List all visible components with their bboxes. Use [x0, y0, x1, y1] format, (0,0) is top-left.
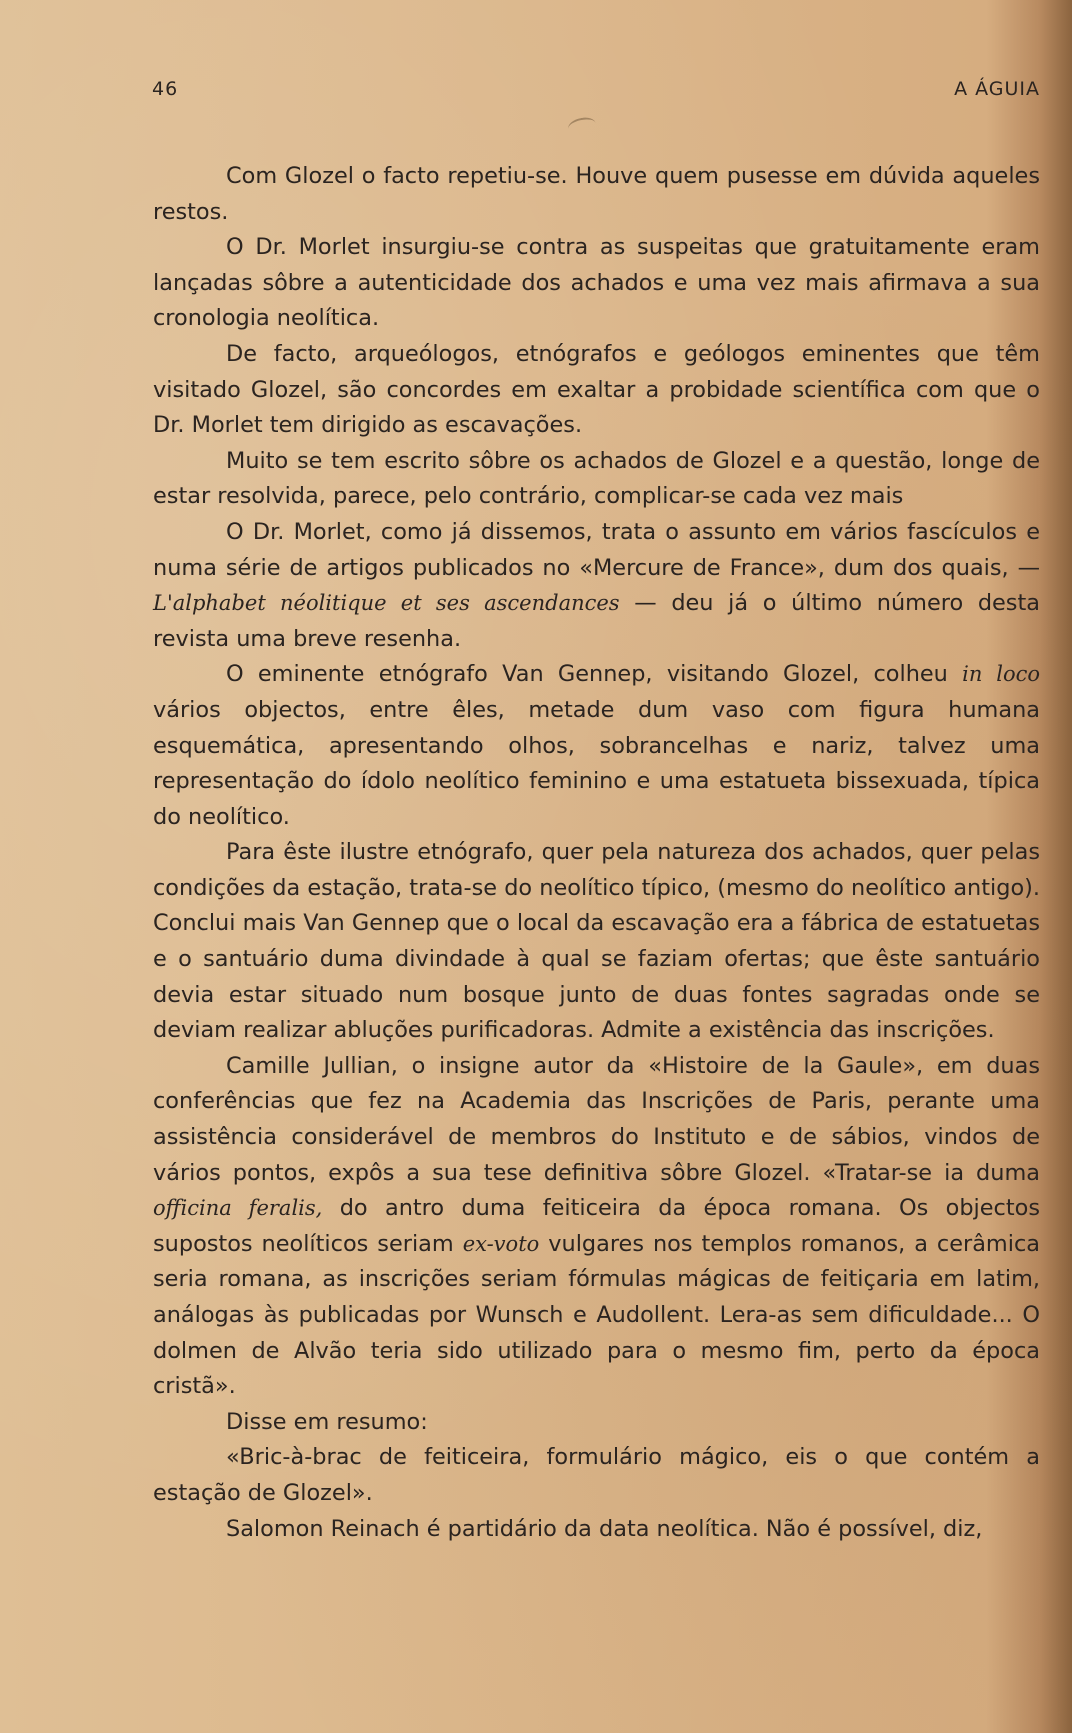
- text-run: Salomon Reinach é partidário da data neolítica. Não é possível, diz,: [226, 1515, 983, 1542]
- text-run: De facto, arqueólogos, etnógrafos e geólogos eminentes que têm visitado Glozel, são concordes em exaltar a probidade scientífica com que o Dr. Morlet tem dirigido as escavações.: [153, 340, 1040, 439]
- paragraph: [153, 657, 1040, 835]
- paragraph: [153, 1049, 1040, 1405]
- paragraph: [153, 444, 1040, 515]
- text-run: O Dr. Morlet, como já dissemos, trata o assunto em vários fascículos e numa série de artigos publicados no «Mercure de France», dum dos quais, —: [153, 518, 1040, 581]
- paragraph: [153, 337, 1040, 444]
- article-body: [153, 159, 1040, 1547]
- paragraph: [153, 1440, 1040, 1511]
- running-header: [152, 78, 1040, 100]
- text-run: O eminente etnógrafo Van Gennep, visitando Glozel, colheu: [226, 661, 963, 688]
- paragraph: [153, 835, 1040, 1049]
- text-run: Camille Jullian, o insigne autor da «Histoire de la Gaule», em duas conferências que fez na Academia das Inscrições de Paris, perante uma assistência considerável de membros do Instituto e de sábios, vindos de vários pontos, expôs a sua tese definitiva sôbre Glozel. «Tratar-se ia duma: [153, 1052, 1040, 1186]
- italic-term: in loco: [962, 662, 1040, 687]
- text-run: vulgares nos templos romanos, a cerâmica seria romana, as inscrições seriam fórmulas mágicas de feitiçaria em latim, análogas às publicadas por Wunsch e Audollent. Lera-as sem dificuldade... O dolmen de Alvão teria sido utilizado para o mesmo fim, perto da época cristã».: [153, 1230, 1040, 1400]
- page-number: 46: [152, 78, 179, 100]
- paragraph: [153, 1512, 1040, 1548]
- text-run: — deu já o último número desta revista uma breve resenha.: [153, 590, 1040, 652]
- text-run: Com Glozel o facto repetiu-se. Houve quem pusesse em dúvida aqueles restos.: [153, 163, 1040, 225]
- paragraph: [153, 159, 1040, 230]
- text-run: Muito se tem escrito sôbre os achados de Glozel e a questão, longe de estar resolvida, parece, pelo contrário, complicar-se cada vez mais: [153, 447, 1040, 510]
- paragraph: [153, 515, 1040, 657]
- text-run: Disse em resumo:: [226, 1408, 428, 1435]
- running-title: A ÁGUIA: [954, 78, 1040, 100]
- paragraph: [153, 230, 1040, 337]
- text-run: O Dr. Morlet insurgiu-se contra as suspeitas que gratuitamente eram lançadas sôbre a autenticidade dos achados e uma vez mais afirmava a sua cronologia neolítica.: [153, 234, 1040, 332]
- text-run: Para êste ilustre etnógrafo, quer pela natureza dos achados, quer pelas condições da estação, trata-se do neolítico típico, (mesmo do neolítico antigo). Conclui mais Van Gennep que o local da escavação era a fábrica de estatuetas e o santuário duma divindade à qual se faziam ofertas; que êste santuário devia estar situado num bosque junto de duas fontes sagradas onde se deviam realizar abluções purificadoras. Admite a existência das inscrições.: [153, 839, 1040, 1044]
- text-run: do antro duma feiticeira da época romana. Os objectos supostos neolíticos seriam: [153, 1195, 1040, 1257]
- italic-title: L'alphabet néolitique et ses ascendances: [153, 591, 620, 616]
- italic-term: officina feralis,: [153, 1196, 323, 1221]
- paragraph: [153, 1405, 1040, 1441]
- ink-mark: [567, 115, 598, 136]
- text-run: «Bric-à-brac de feiticeira, formulário mágico, eis o que contém a estação de Glozel».: [153, 1444, 1040, 1506]
- text-run: vários objectos, entre êles, metade dum vaso com figura humana esquemática, apresentando olhos, sobrancelhas e nariz, talvez uma representação do ídolo neolítico feminino e uma estatueta bissexuada, típica do neolítico.: [153, 696, 1040, 830]
- italic-term: ex-voto: [462, 1231, 540, 1256]
